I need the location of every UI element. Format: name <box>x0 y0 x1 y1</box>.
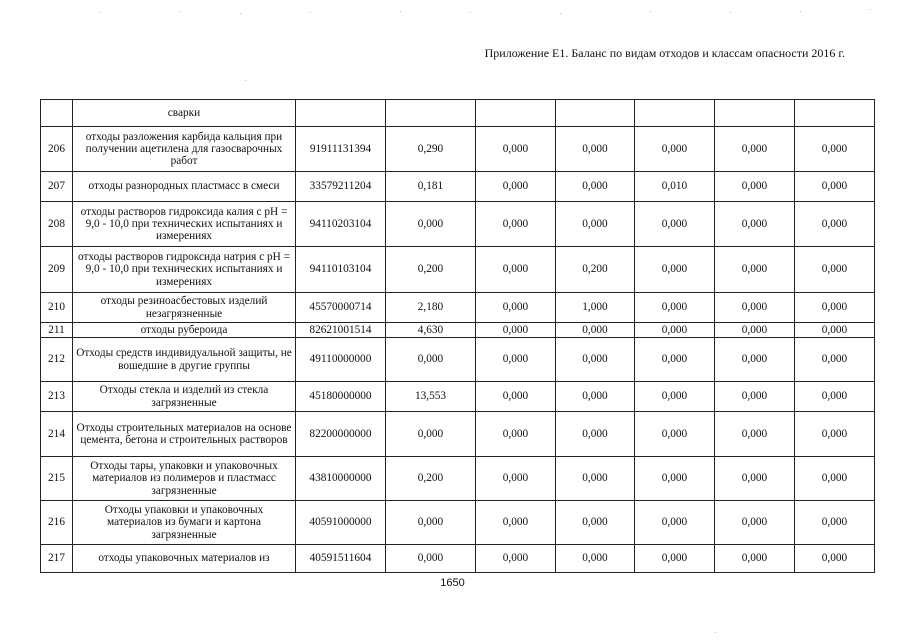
value-cell: 0,000 <box>635 382 715 412</box>
waste-name: отходы резиноасбестовых изделий незагрязненные <box>73 293 296 323</box>
value-cell: 0,000 <box>476 382 556 412</box>
waste-name: отходы разнородных пластмасс в смеси <box>73 172 296 202</box>
value-cell: 0,000 <box>635 457 715 501</box>
value-cell: 0,000 <box>386 545 476 573</box>
waste-name: Отходы средств индивидуальной защиты, не вошедшие в другие группы <box>73 338 296 382</box>
waste-code: 45570000714 <box>296 293 386 323</box>
value-cell: 0,000 <box>795 382 875 412</box>
value-cell: 0,200 <box>386 247 476 293</box>
waste-name: отходы рубероида <box>73 323 296 338</box>
table-row <box>41 338 875 382</box>
table-row <box>41 127 875 172</box>
value-cell <box>476 100 556 127</box>
waste-code: 40591511604 <box>296 545 386 573</box>
value-cell: 0,000 <box>715 412 795 457</box>
row-number: 211 <box>41 323 73 338</box>
value-cell <box>635 100 715 127</box>
value-cell: 0,000 <box>795 202 875 247</box>
value-cell: 0,000 <box>715 323 795 338</box>
value-cell: 0,000 <box>795 412 875 457</box>
value-cell: 0,200 <box>386 457 476 501</box>
row-number: 214 <box>41 412 73 457</box>
value-cell: 0,000 <box>795 501 875 545</box>
value-cell: 0,000 <box>795 323 875 338</box>
row-number: 215 <box>41 457 73 501</box>
value-cell: 0,000 <box>635 323 715 338</box>
value-cell: 0,000 <box>715 172 795 202</box>
value-cell: 0,000 <box>386 412 476 457</box>
waste-code: 40591000000 <box>296 501 386 545</box>
page-title: Приложение Е1. Баланс по видам отходов и классам опасности 2016 г. <box>484 46 845 60</box>
table-body <box>41 100 875 573</box>
row-number: 216 <box>41 501 73 545</box>
value-cell: 4,630 <box>386 323 476 338</box>
value-cell <box>715 100 795 127</box>
value-cell: 0,000 <box>476 501 556 545</box>
value-cell: 0,000 <box>715 501 795 545</box>
waste-name: отходы растворов гидроксида калия с pH = 9,0 - 10,0 при технических испытаниях и измерениях <box>73 202 296 247</box>
table-row <box>41 545 875 573</box>
value-cell: 0,000 <box>476 545 556 573</box>
value-cell: 0,000 <box>556 457 635 501</box>
row-number: 210 <box>41 293 73 323</box>
table-row <box>41 100 875 127</box>
row-number: 206 <box>41 127 73 172</box>
table-row <box>41 172 875 202</box>
waste-name: отходы растворов гидроксида натрия с pH = 9,0 - 10,0 при технических испытаниях и измерениях <box>73 247 296 293</box>
value-cell: 0,000 <box>635 247 715 293</box>
value-cell: 0,000 <box>635 412 715 457</box>
value-cell: 0,000 <box>476 323 556 338</box>
value-cell: 0,000 <box>476 247 556 293</box>
table-row <box>41 202 875 247</box>
table-row <box>41 501 875 545</box>
waste-code: 91911131394 <box>296 127 386 172</box>
table-row <box>41 293 875 323</box>
value-cell: 0,000 <box>715 338 795 382</box>
value-cell: 0,000 <box>795 457 875 501</box>
waste-name: отходы разложения карбида кальция при получении ацетилена для газосварочных работ <box>73 127 296 172</box>
waste-code: 94110103104 <box>296 247 386 293</box>
value-cell: 0,000 <box>556 127 635 172</box>
value-cell: 0,000 <box>556 338 635 382</box>
row-number: 207 <box>41 172 73 202</box>
value-cell: 0,000 <box>715 382 795 412</box>
value-cell: 2,180 <box>386 293 476 323</box>
waste-code: 33579211204 <box>296 172 386 202</box>
value-cell: 0,000 <box>556 172 635 202</box>
value-cell: 0,000 <box>635 127 715 172</box>
value-cell: 0,000 <box>635 293 715 323</box>
table-row <box>41 457 875 501</box>
value-cell: 0,010 <box>635 172 715 202</box>
value-cell: 0,000 <box>795 338 875 382</box>
value-cell: 0,000 <box>476 127 556 172</box>
waste-code: 82621001514 <box>296 323 386 338</box>
value-cell: 0,000 <box>715 293 795 323</box>
value-cell: 0,000 <box>795 293 875 323</box>
value-cell: 0,000 <box>476 172 556 202</box>
waste-name: Отходы упаковки и упаковочных материалов из бумаги и картона загрязненные <box>73 501 296 545</box>
value-cell: 0,000 <box>556 323 635 338</box>
value-cell: 0,000 <box>386 501 476 545</box>
value-cell: 0,000 <box>556 545 635 573</box>
value-cell: 0,000 <box>476 202 556 247</box>
table-row <box>41 323 875 338</box>
row-number: 213 <box>41 382 73 412</box>
value-cell: 0,000 <box>476 293 556 323</box>
value-cell: 0,000 <box>715 202 795 247</box>
value-cell: 0,181 <box>386 172 476 202</box>
value-cell: 0,000 <box>715 545 795 573</box>
value-cell: 0,000 <box>476 338 556 382</box>
value-cell: 0,000 <box>795 247 875 293</box>
row-number <box>41 100 73 127</box>
value-cell <box>556 100 635 127</box>
table-row <box>41 247 875 293</box>
value-cell: 0,000 <box>715 457 795 501</box>
value-cell: 0,290 <box>386 127 476 172</box>
value-cell: 0,000 <box>795 545 875 573</box>
waste-code: 45180000000 <box>296 382 386 412</box>
value-cell: 0,000 <box>386 202 476 247</box>
value-cell: 13,553 <box>386 382 476 412</box>
value-cell: 0,000 <box>795 172 875 202</box>
row-number: 208 <box>41 202 73 247</box>
waste-code: 43810000000 <box>296 457 386 501</box>
waste-code <box>296 100 386 127</box>
waste-balance-table <box>40 99 875 573</box>
value-cell: 0,000 <box>556 501 635 545</box>
row-number: 217 <box>41 545 73 573</box>
row-number: 209 <box>41 247 73 293</box>
page-number: 1650 <box>440 577 465 589</box>
waste-name: Отходы стекла и изделий из стекла загрязненные <box>73 382 296 412</box>
waste-name: Отходы строительных материалов на основе цемента, бетона и строительных растворов <box>73 412 296 457</box>
value-cell: 0,000 <box>556 202 635 247</box>
waste-code: 49110000000 <box>296 338 386 382</box>
value-cell: 0,000 <box>635 501 715 545</box>
value-cell: 0,000 <box>715 127 795 172</box>
value-cell: 0,000 <box>795 127 875 172</box>
value-cell: 0,200 <box>556 247 635 293</box>
table-row <box>41 382 875 412</box>
value-cell: 0,000 <box>635 545 715 573</box>
value-cell: 0,000 <box>715 247 795 293</box>
row-number: 212 <box>41 338 73 382</box>
table-row <box>41 412 875 457</box>
value-cell: 0,000 <box>635 202 715 247</box>
value-cell: 0,000 <box>476 457 556 501</box>
value-cell: 0,000 <box>386 338 476 382</box>
value-cell: 0,000 <box>635 338 715 382</box>
waste-code: 82200000000 <box>296 412 386 457</box>
value-cell: 0,000 <box>556 382 635 412</box>
waste-name: отходы упаковочных материалов из <box>73 545 296 573</box>
value-cell: 0,000 <box>476 412 556 457</box>
waste-name: сварки <box>73 100 296 127</box>
waste-code: 94110203104 <box>296 202 386 247</box>
value-cell: 1,000 <box>556 293 635 323</box>
waste-name: Отходы тары, упаковки и упаковочных материалов из полимеров и пластмасс загрязненные <box>73 457 296 501</box>
value-cell <box>795 100 875 127</box>
value-cell <box>386 100 476 127</box>
value-cell: 0,000 <box>556 412 635 457</box>
